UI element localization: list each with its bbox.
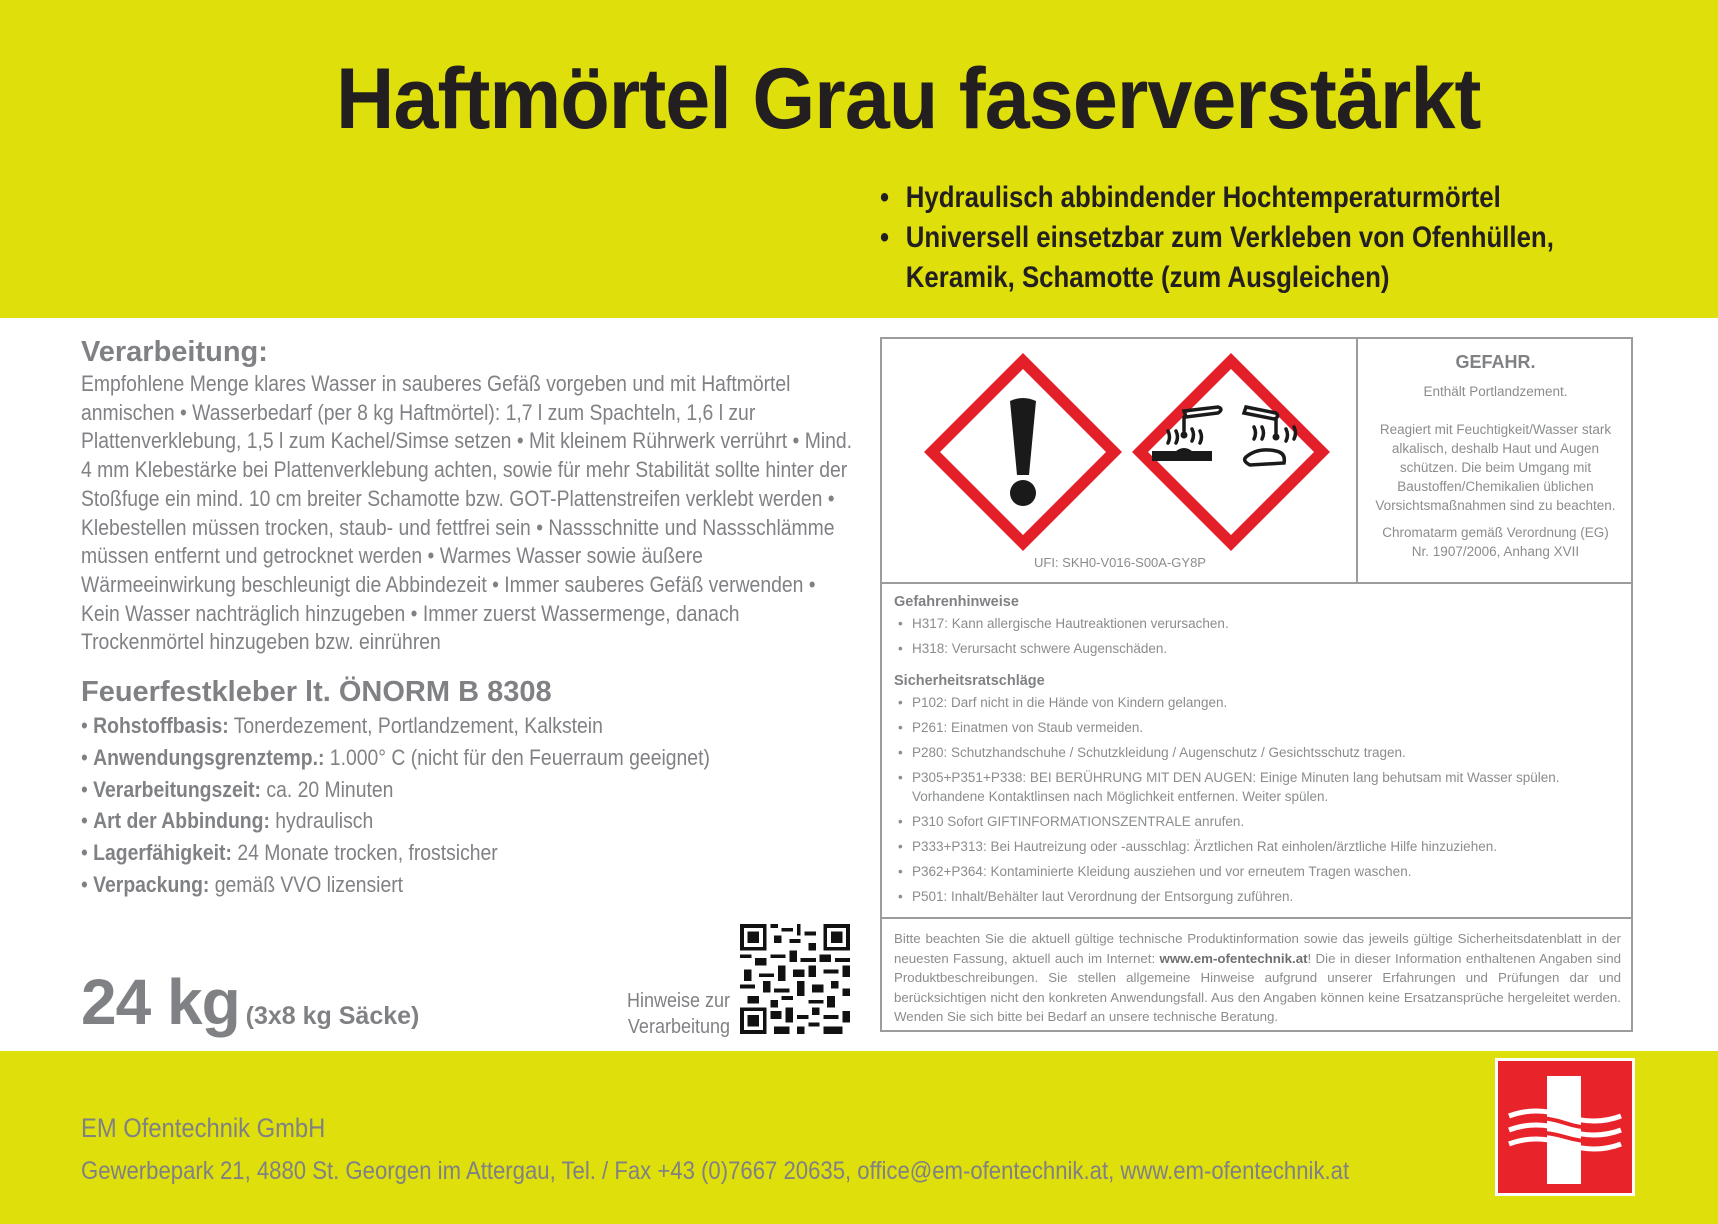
qr-code-icon[interactable] xyxy=(740,924,850,1034)
hazard-statements-heading: Gefahrenhinweise xyxy=(894,594,1019,610)
precaution-list xyxy=(894,693,1621,907)
em-ofentechnik-logo-icon xyxy=(1495,1058,1635,1196)
property-item: • Anwendungsgrenztemp.: 1.000° C (nicht für den Feuerraum geeignet) xyxy=(81,744,710,770)
weight-detail: (3x8 kg Säcke) xyxy=(245,1002,420,1030)
company-address: Gewerbepark 21, 4880 St. Georgen im Attergau, Tel. / Fax +43 (0)7667 20635, office@em-ofentechnik.at, www.em-ofentechnik.at xyxy=(81,1157,1350,1185)
processing-text: Empfohlene Menge klares Wasser in sauberes Gefäß vorgeben und mit Haftmörtel anmischen • Wasserbedarf (per 8 kg Haftmörtel): 1,7 l zum Spachteln, 1,6 l zur Plattenverklebung, 1,5 l zum Kachel/Simse setzen • Mit kleinem Rührwerk verrührt • Mind. 4 mm Klebestärke bei Plattenverklebung achten, sowie für mehr Stabilität sollte hinter der Stoßfuge ein mind. 10 cm breiter Schamotte bzw. GOT-Plattenstreifen verklebt werden • Klebestellen müssen trocken, staub- und fettfrei sein • Nassschnitte und Nassschlämme müssen entfernt und getrocknet werden • Warmes Wasser sowie äußere Wärmeeinwirkung beschleunigt die Abbindezeit • Immer sauberes Gefäß verwenden • Kein Wasser nachträglich hinzugeben • Immer zuerst Wassermenge, danach Trockenmörtel hinzugeben bzw. einrühren xyxy=(81,371,853,655)
precaution-heading: Sicherheitsratschläge xyxy=(894,672,1045,689)
processing-heading: Verarbeitung: xyxy=(81,336,268,368)
standard-heading: Feuerfestkleber lt. ÖNORM B 8308 xyxy=(81,676,552,709)
hazard-statement: • H318: Verursacht schwere Augenschäden. xyxy=(894,639,1621,659)
weight-value: 24 kg xyxy=(81,966,240,1038)
property-item: • Verpackung: gemäß VVO lizensiert xyxy=(81,872,404,898)
company-name: EM Ofentechnik GmbH xyxy=(81,1113,326,1143)
property-item: • Rohstoffbasis: Tonerdezement, Portlandzement, Kalkstein xyxy=(81,713,603,739)
precaution-statement: • P333+P313: Bei Hautreizung oder -ausschlag: Ärztlichen Rat einholen/ärztliche Hilfe hinzuziehen. xyxy=(894,837,1621,857)
qr-label: Hinweise zur Verarbeitung xyxy=(626,990,730,1038)
precaution-statement: • P501: Inhalt/Behälter laut Verordnung der Entsorgung zuführen. xyxy=(894,887,1621,907)
feature-bullet: • Universell einsetzbar zum Verkleben von Ofenhüllen, xyxy=(880,218,1568,258)
statements-cell xyxy=(882,584,1633,919)
precaution-statement: • P310 Sofort GIFTINFORMATIONSZENTRALE anrufen. xyxy=(894,812,1621,832)
feature-bullet: • Hydraulisch abbindender Hochtemperaturmörtel xyxy=(880,178,1568,218)
precaution-statement: • P102: Darf nicht in die Hände von Kindern gelangen. xyxy=(894,693,1621,713)
corrosion-icon xyxy=(1126,347,1336,557)
property-item: • Verarbeitungszeit: ca. 20 Minuten xyxy=(81,776,394,802)
signal-cell xyxy=(1358,339,1633,584)
disclaimer: Bitte beachten Sie die aktuell gültige technische Produktinformation sowie das jeweils gültige Sicherheitsdatenblatt in der neuesten Fassung, aktuell auch im Internet: www.em-ofentechnik.at! Die in dieser Information enthaltenen Angaben sind Produktbeschreibungen. Sie stellen allgemeine Hinweise aufgrund unserer Erfahrungen und Prüfungen dar und berücksichtigen nicht den konkreten Anwendungsfall. Aus den Angaben können keine Ersatzansprüche hergeleitet werden. Wenden Sie sich bitte bei Bedarf an unsere technische Beratung. xyxy=(894,931,1621,1025)
pictogram-cell xyxy=(882,339,1358,584)
feature-bullets xyxy=(880,178,1680,298)
precaution-statement: • P362+P364: Kontaminierte Kleidung ausziehen und vor erneutem Tragen waschen. xyxy=(894,862,1621,882)
contains-text: Enthält Portlandzement. xyxy=(1423,384,1568,399)
hazard-statement: • H317: Kann allergische Hautreaktionen verursachen. xyxy=(894,614,1621,634)
net-weight xyxy=(81,965,419,1039)
precaution-statement: • P305+P351+P338: BEI BERÜHRUNG MIT DEN AUGEN: Einige Minuten lang behutsam mit Wasser spülen. Vorhandene Kontaktlinsen nach Möglichkeit entfernen. Weiter spülen. xyxy=(894,768,1621,807)
property-list xyxy=(81,710,873,901)
exclamation-mark-icon xyxy=(918,347,1128,557)
warning-text: Reagiert mit Feuchtigkeit/Wasser stark alkalisch, deshalb Haut und Augen schützen. Die beim Umgang mit Baustoffen/Chemikalien üblichen Vorsichtsmaßnahmen sind zu beachten. xyxy=(1375,422,1616,513)
processing-section xyxy=(81,334,861,901)
hazard-panel xyxy=(880,337,1633,1032)
signal-word: GEFAHR. xyxy=(1455,352,1536,372)
precaution-statement: • P280: Schutzhandschuhe / Schutzkleidung / Augenschutz / Gesichtsschutz tragen. xyxy=(894,743,1621,763)
chromate-text: Chromatarm gemäß Verordnung (EG) Nr. 1907/2006, Anhang XVII xyxy=(1382,525,1609,559)
property-item: • Lagerfähigkeit: 24 Monate trocken, frostsicher xyxy=(81,840,498,866)
website-link[interactable]: www.em-ofentechnik.at xyxy=(1159,950,1308,966)
feature-bullet-continuation: Keramik, Schamotte (zum Ausgleichen) xyxy=(905,261,1390,294)
property-item: • Art der Abbindung: hydraulisch xyxy=(81,808,374,834)
precaution-statement: • P261: Einatmen von Staub vermeiden. xyxy=(894,718,1621,738)
product-title: Haftmörtel Grau faserverstärkt xyxy=(336,51,1481,147)
hazard-statements-list xyxy=(894,614,1621,659)
ufi-code: UFI: SKH0-V016-S00A-GY8P xyxy=(1034,555,1206,570)
